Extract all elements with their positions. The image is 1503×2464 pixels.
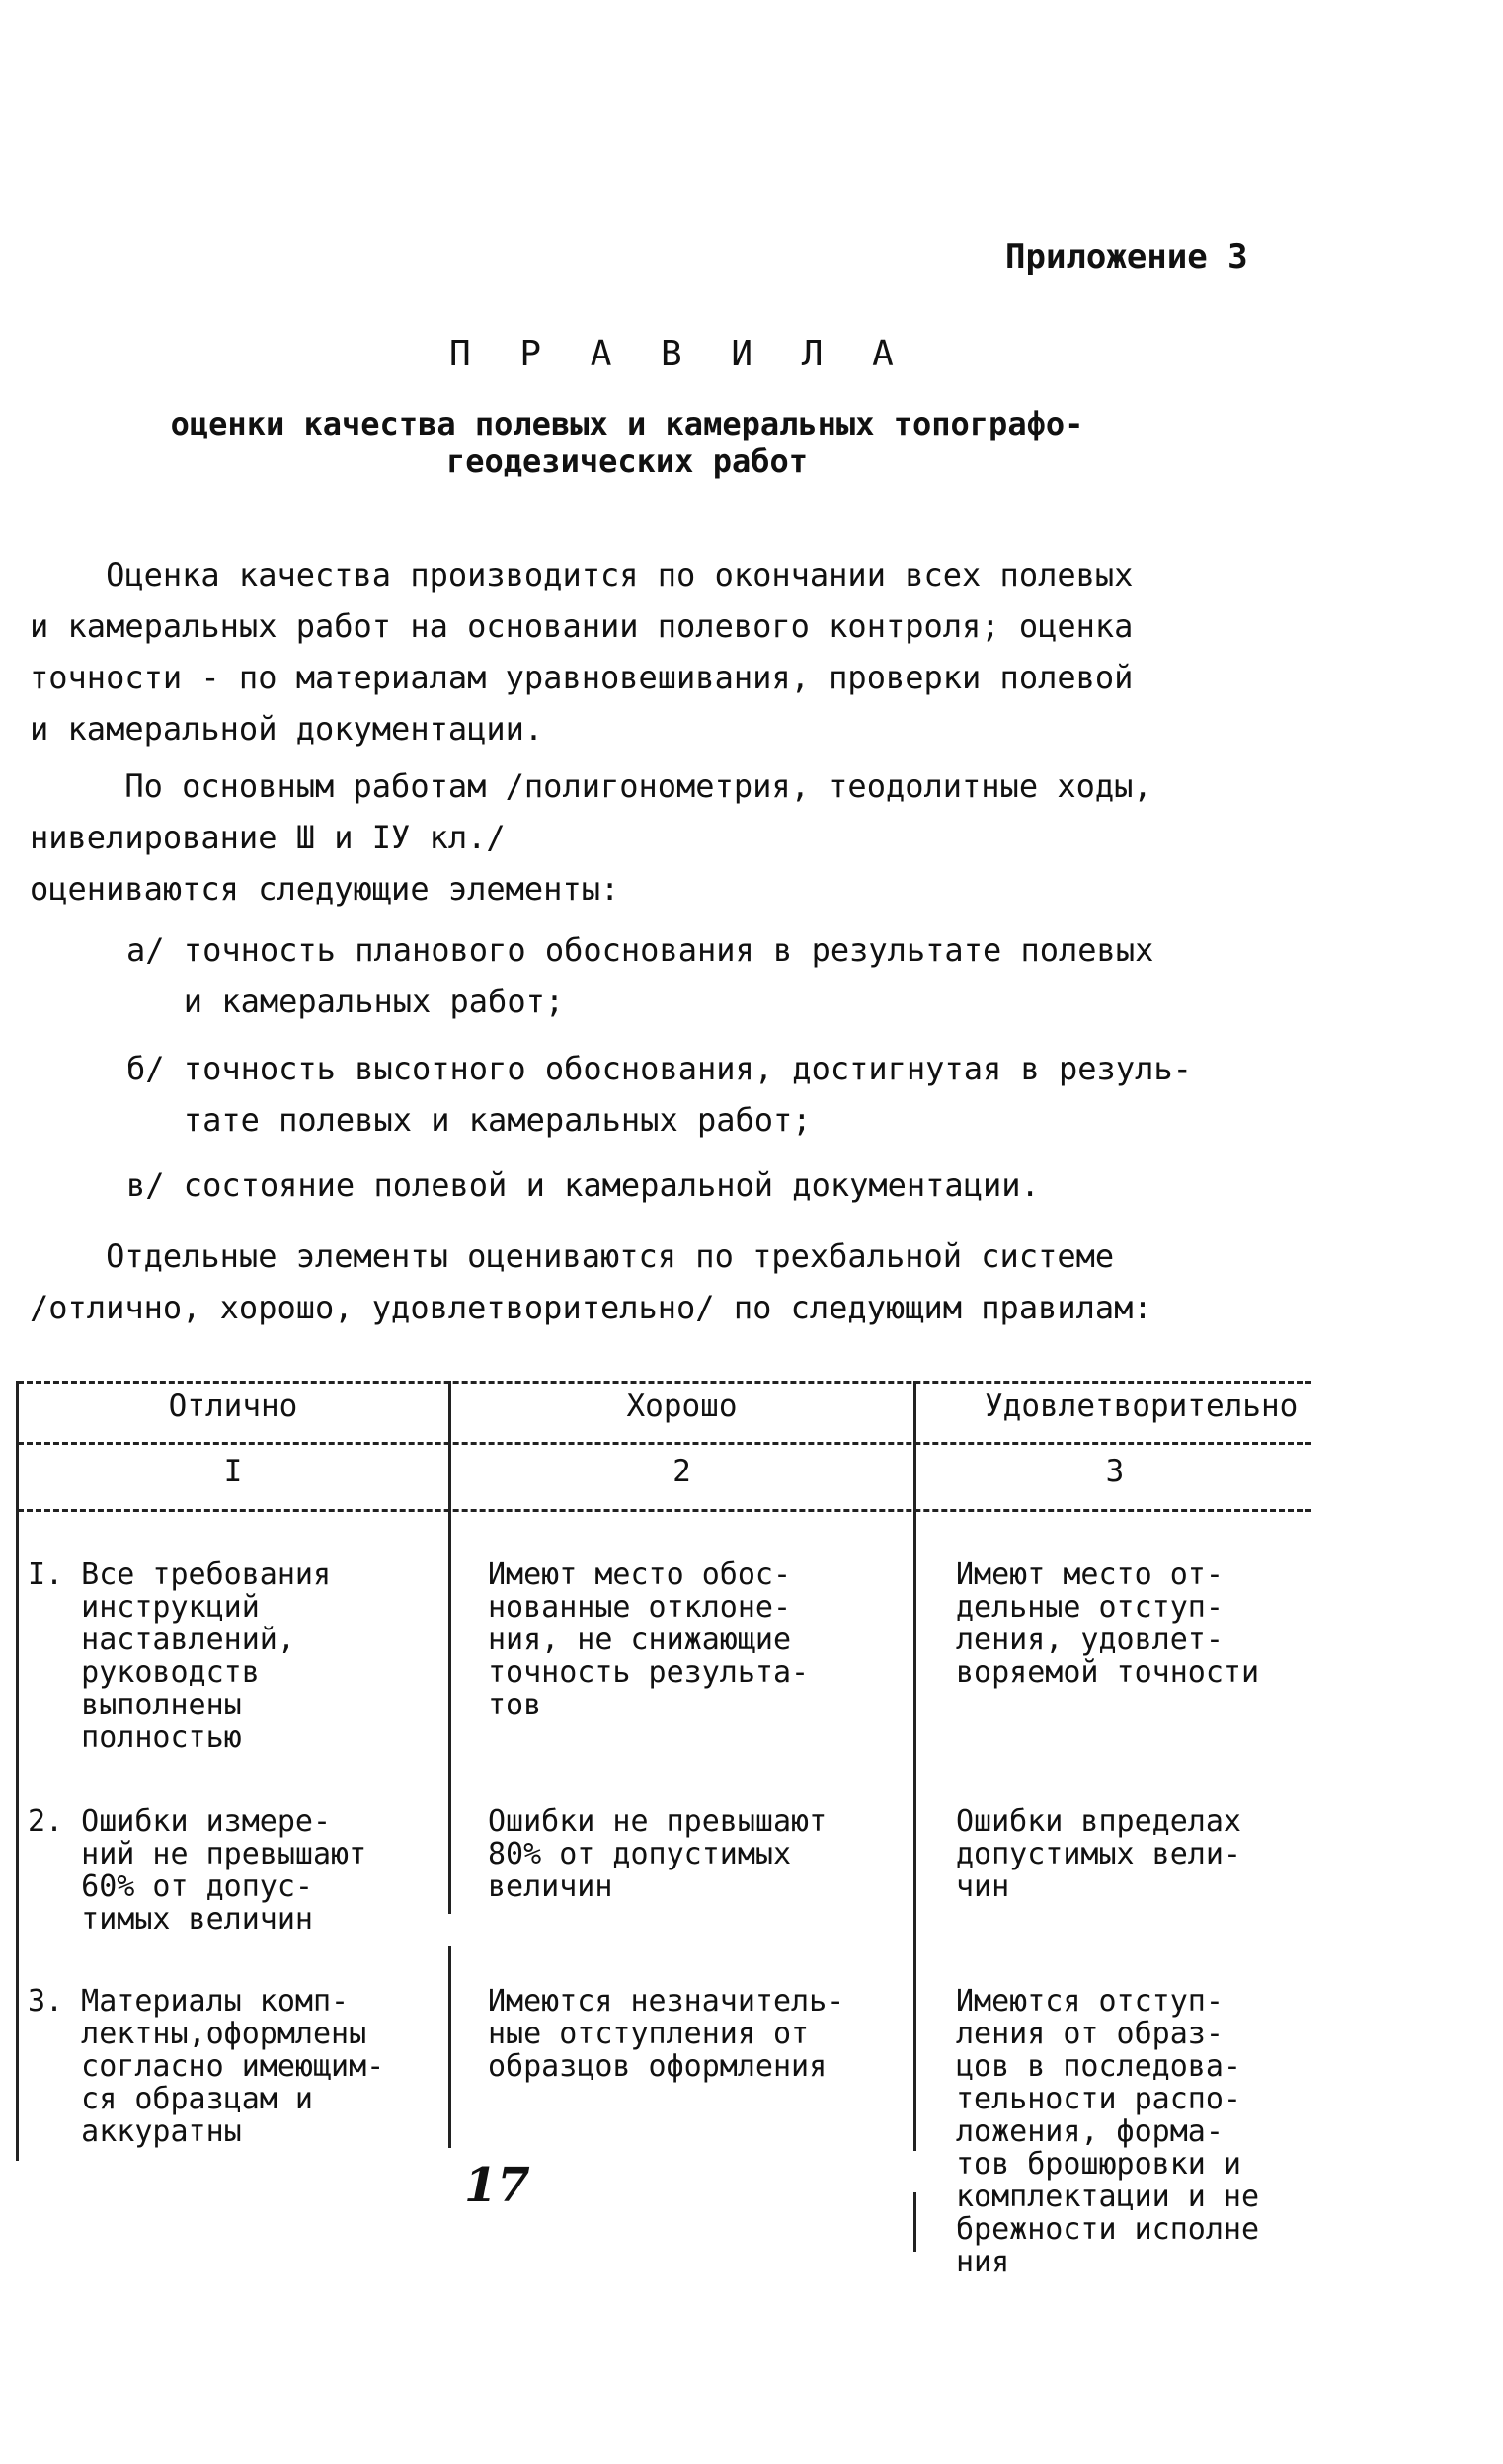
list-item-a: а/ точность планового обоснования в результате полевых и камеральных работ; [126,931,1154,1020]
grading-paragraph: Отдельные элементы оцениваются по трехбальной системе /отлично, хорошо, удовлетворительно/ по следующим правилам: [30,1237,1152,1326]
row3-good: Имеются незначитель- ные отступления от образцов оформления [488,1984,845,2084]
header-satisfactory: Удовлетворительно [985,1389,1299,1424]
table-rule-header [18,1442,1311,1445]
table-divider-1b [448,1946,451,2148]
row2-excellent: 2. Ошибки измере- ний не превышают 60% от допус- тимых величин [28,1804,367,1937]
column-number-2: 2 [672,1454,691,1489]
column-number-3: 3 [1105,1454,1125,1489]
table-rule-top [18,1381,1311,1384]
column-number-1: I [223,1454,243,1489]
table-divider-2 [913,1381,916,2151]
table-divider-1 [448,1381,451,1914]
table-rule-numbers [18,1509,1311,1512]
document-title: П Р А В И Л А [449,334,908,374]
row2-satisfactory: Ошибки впределах допустимых вели- чин [956,1804,1241,1904]
row3-satisfactory: Имеются отступ- ления от образ- цов в последова- тельности распо- ложения, форма- тов брошюровки и комплектации и не брежности исполне ния [956,1984,1260,2279]
document-subtitle: оценки качества полевых и камеральных топографо-геодезических работ [170,405,1084,480]
row2-good: Ошибки не превышают 80% от допустимых величин [488,1804,828,1904]
appendix-label: Приложение 3 [1005,237,1248,277]
intro-paragraph: Оценка качества производится по окончании всех полевых и камеральных работ на основании полевого контроля; оценка точности - по материалам уравновешивания, проверки полевой и камеральной документации. [30,556,1134,748]
header-excellent: Отлично [168,1389,298,1424]
table-border-left [16,1381,19,2161]
table-divider-2b [913,2192,916,2252]
list-item-v: в/ состояние полевой и камеральной документации. [126,1166,1040,1204]
row1-good: Имеют место обос- нованные отклоне- ния, не снижающие точность результа- тов [488,1557,810,1722]
row1-satisfactory: Имеют место от- дельные отступ- ления, удовлет- воряемой точности [956,1557,1260,1690]
header-good: Хорошо [626,1389,738,1424]
row3-excellent: 3. Материалы комп- лектны,оформлены согласно имеющим- ся образцам и аккуратны [28,1984,385,2149]
row1-excellent: I. Все требования инструкций наставлений, руководств выполнены полностью [28,1557,332,1755]
page-number: 17 [464,2158,530,2213]
elements-paragraph: По основным работам /полигонометрия, теодолитные ходы, нивелирование Ш и IУ кл./ оцениваются следующие элементы: [30,767,1152,908]
list-item-b: б/ точность высотного обоснования, достигнутая в резуль- тате полевых и камеральных работ; [126,1050,1192,1139]
